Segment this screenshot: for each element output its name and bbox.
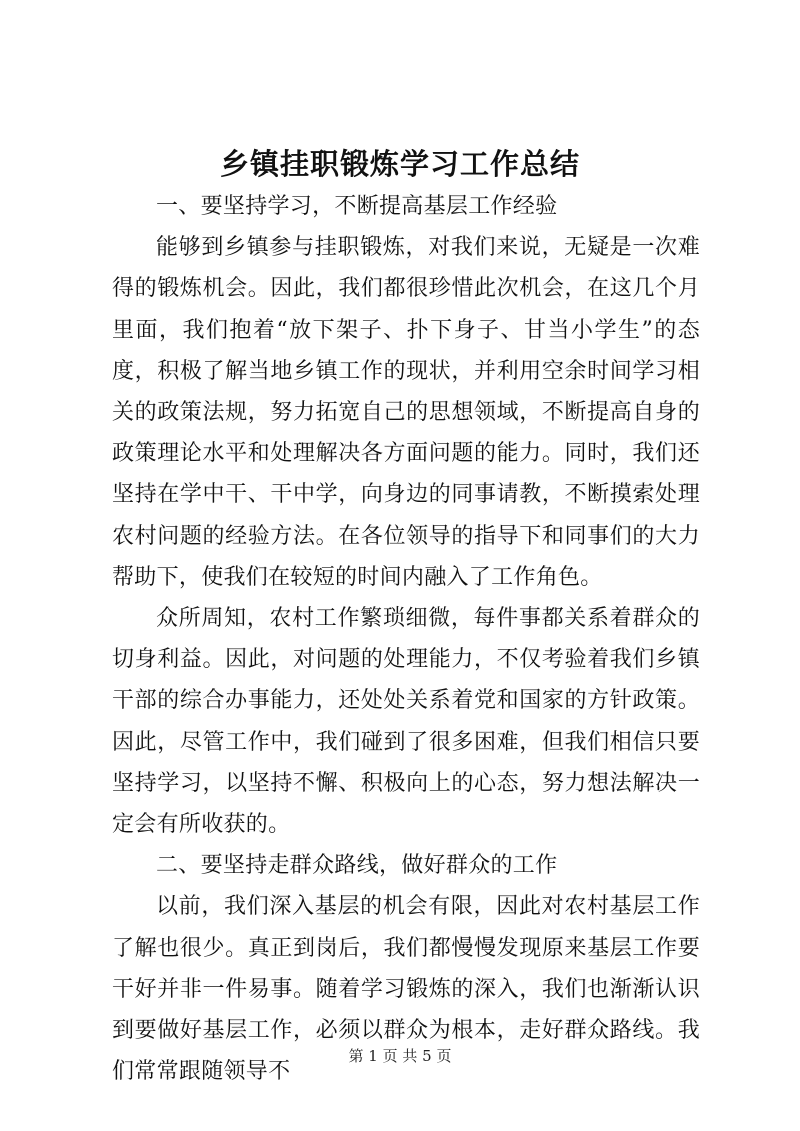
section-heading: 二、要坚持走群众路线，做好群众的工作 [156,853,558,879]
paragraph: 众所周知，农村工作繁琐细微，每件事都关系着群众的切身利益。因此，对问题的处理能力，不仅考验着我们乡镇干部的综合办事能力，还处处关系着党和国家的方针政策。因此，尽管工作中，我们碰到了很多困难，但我们相信只要坚持学习，以坚持不懈、积极向上的心态，努力想法解决一定会有所收获的。 [112,606,700,838]
section-heading: 一、要坚持学习，不断提高基层工作经验 [156,194,558,219]
paragraph: 以前，我们深入基层的机会有限，因此对农村基层工作了解也很少。真正到岗后，我们都慢慢发现原来基层工作要干好并非一件易事。随着学习锻炼的深入，我们也渐渐认识到要做好基层工作，必须以群众为根本，走好群众路线。我们常常跟随领导不 [112,894,700,1085]
document-title: 乡镇挂职锻炼学习工作总结 [219,147,580,181]
paragraph: 能够到乡镇参与挂职锻炼，对我们来说，无疑是一次难得的锻炼机会。因此，我们都很珍惜此次机会，在这几个月里面，我们抱着“放下架子、扑下身子、甘当小学生”的态度，积极了解当地乡镇工作的现状，并利用空余时间学习相关的政策法规，努力拓宽自己的思想领域，不断提高自身的政策理论水平和处理解决各方面问题的能力。同时，我们还坚持在学中干、干中学，向身边的同事请教，不断摸索处理农村问题的经验方法。在各位领导的指导下和同事们的大力帮助下，使我们在较短的时间内融入了工作角色。 [112,235,700,590]
section-1 [112,186,700,845]
document-body [112,186,700,1092]
page-footer: 第 1 页 共 5 页 [348,1047,452,1065]
